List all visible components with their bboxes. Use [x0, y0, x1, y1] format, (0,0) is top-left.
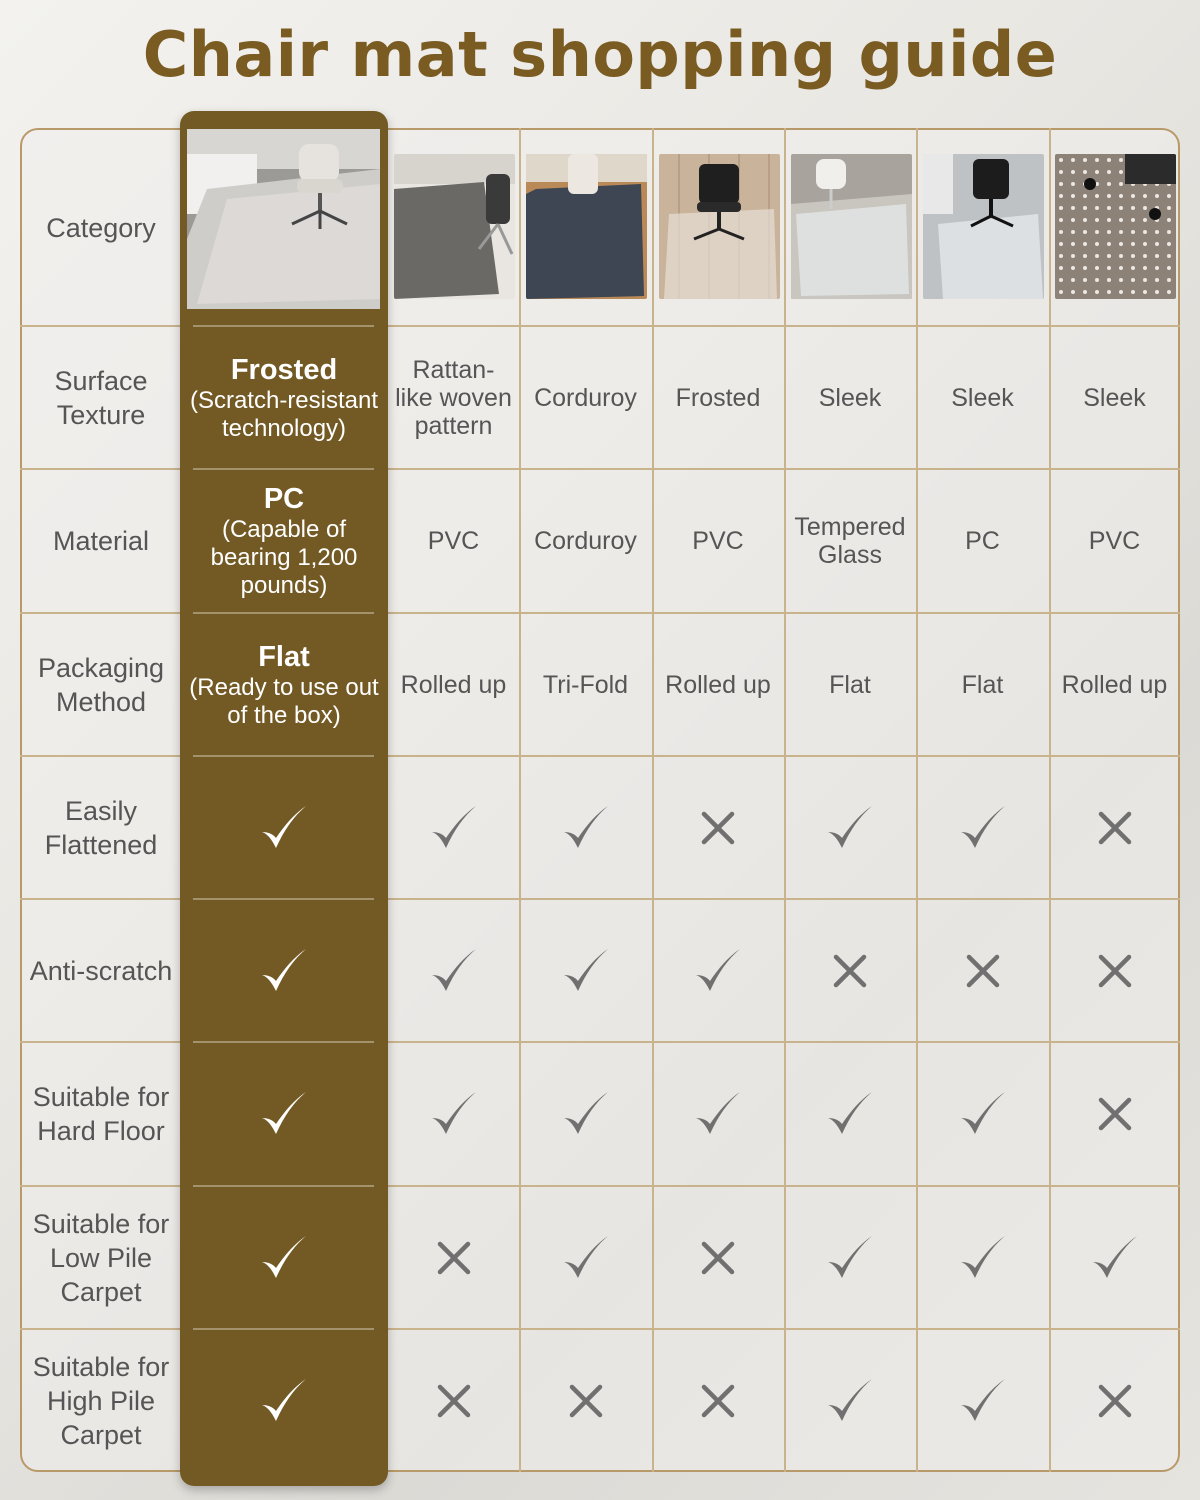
surface-texture-col-2: Corduroy [534, 383, 637, 412]
low-pile-carpet-col-3-cross-icon [652, 1187, 784, 1328]
page-title: Chair mat shopping guide [142, 18, 1058, 91]
surface-texture-col-4: Sleek [818, 383, 882, 412]
high-pile-carpet-col-5-check-icon [916, 1330, 1049, 1472]
high-pile-carpet-col-3-cross-icon [652, 1330, 784, 1472]
product-image-clear-pc [923, 154, 1044, 299]
product-image-rattan [394, 154, 515, 299]
product-image-studded [1055, 154, 1176, 299]
anti-scratch-col-3-check-icon [652, 900, 784, 1041]
high-pile-carpet-col-6-cross-icon [1049, 1330, 1180, 1472]
low-pile-carpet-col-6-check-icon [1049, 1187, 1180, 1328]
featured-surface-texture: Frosted (Scratch-resistant technology) [189, 353, 379, 442]
packaging-col-5: Flat [961, 670, 1004, 699]
high-pile-carpet-col-4-check-icon [784, 1330, 916, 1472]
row-label-low-pile-carpet: Suitable for Low Pile Carpet [32, 1208, 170, 1307]
row-label-high-pile-carpet: Suitable for High Pile Carpet [32, 1352, 170, 1450]
material-col-2: Corduroy [534, 527, 637, 555]
featured-material: PC (Capable of bearing 1,200 pounds) [210, 482, 358, 599]
row-label-easily-flattened: Easily Flattened [44, 795, 158, 860]
surface-texture-col-5: Sleek [951, 383, 1014, 412]
featured-high-pile-carpet-check-icon [180, 1330, 388, 1472]
anti-scratch-col-4-cross-icon [784, 900, 916, 1041]
anti-scratch-col-2-check-icon [519, 900, 652, 1041]
packaging-col-2: Tri-Fold [542, 670, 629, 699]
low-pile-carpet-col-4-check-icon [784, 1187, 916, 1328]
row-label-surface-texture: Surface Texture [54, 365, 148, 430]
product-image-glass [791, 154, 912, 299]
hard-floor-col-2-check-icon [519, 1043, 652, 1185]
product-image-frosted-pvc [659, 154, 780, 299]
featured-product-image [187, 129, 380, 309]
featured-easily-flattened-check-icon [180, 757, 388, 898]
surface-texture-col-3: Frosted [675, 383, 761, 412]
high-pile-carpet-col-1-cross-icon [388, 1330, 519, 1472]
anti-scratch-col-5-cross-icon [916, 900, 1049, 1041]
featured-anti-scratch-check-icon [180, 900, 388, 1041]
low-pile-carpet-col-5-check-icon [916, 1187, 1049, 1328]
material-col-3: PVC [692, 527, 744, 555]
easily-flattened-col-6-cross-icon [1049, 757, 1180, 898]
low-pile-carpet-col-2-check-icon [519, 1187, 652, 1328]
anti-scratch-col-6-cross-icon [1049, 900, 1180, 1041]
hard-floor-col-6-cross-icon [1049, 1043, 1180, 1185]
low-pile-carpet-col-1-cross-icon [388, 1187, 519, 1328]
easily-flattened-col-5-check-icon [916, 757, 1049, 898]
hard-floor-col-1-check-icon [388, 1043, 519, 1185]
packaging-col-4: Flat [829, 670, 871, 699]
product-image-corduroy [526, 154, 647, 299]
hard-floor-col-4-check-icon [784, 1043, 916, 1185]
material-col-5: PC [965, 527, 1000, 555]
easily-flattened-col-2-check-icon [519, 757, 652, 898]
material-col-4: Tempered Glass [794, 513, 906, 569]
material-col-6: PVC [1088, 527, 1141, 555]
featured-low-pile-carpet-check-icon [180, 1187, 388, 1328]
packaging-col-6: Rolled up [1061, 670, 1168, 699]
packaging-col-1: Rolled up [400, 670, 507, 699]
row-label-anti-scratch: Anti-scratch [29, 955, 173, 986]
material-col-1: PVC [427, 527, 480, 555]
row-label-packaging-method: Packaging Method [37, 652, 165, 717]
row-label-category: Category [46, 212, 156, 243]
row-label-material: Material [52, 526, 150, 556]
surface-texture-col-1: Rattan-like woven pattern [395, 355, 512, 440]
high-pile-carpet-col-2-cross-icon [519, 1330, 652, 1472]
packaging-col-3: Rolled up [665, 670, 771, 699]
easily-flattened-col-1-check-icon [388, 757, 519, 898]
hard-floor-col-3-check-icon [652, 1043, 784, 1185]
row-label-hard-floor: Suitable for Hard Floor [32, 1082, 170, 1146]
featured-packaging: Flat (Ready to use out of the box) [189, 640, 379, 729]
easily-flattened-col-4-check-icon [784, 757, 916, 898]
hard-floor-col-5-check-icon [916, 1043, 1049, 1185]
surface-texture-col-6: Sleek [1083, 383, 1146, 412]
anti-scratch-col-1-check-icon [388, 900, 519, 1041]
easily-flattened-col-3-cross-icon [652, 757, 784, 898]
featured-hard-floor-check-icon [180, 1043, 388, 1185]
